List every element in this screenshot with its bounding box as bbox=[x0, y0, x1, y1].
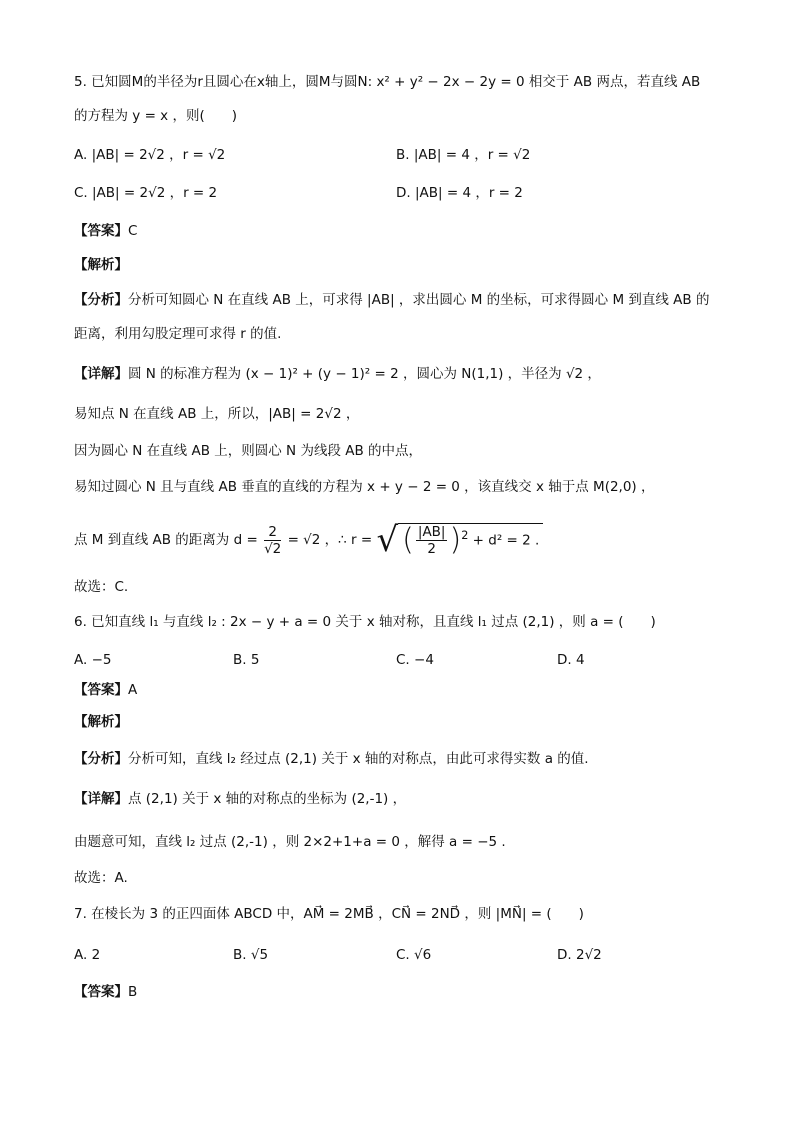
xiangjie-label: 【详解】 bbox=[74, 366, 128, 382]
q5-analysis-label: 【解析】 bbox=[74, 257, 128, 273]
right-paren-icon: ) bbox=[449, 522, 462, 558]
square-superscript: 2 bbox=[461, 529, 469, 542]
left-paren-icon: ( bbox=[402, 522, 414, 558]
q5-guxuan: 故选：C. bbox=[74, 579, 129, 595]
q5-xiangjie-5 bbox=[74, 512, 543, 572]
xiangjie-text: 圆 N 的标准方程为 (x − 1)² + (y − 1)² = 2 ，圆心为 N(1,1) ，半径为 √2 ， bbox=[128, 366, 601, 382]
q6-xiangjie-2: 由题意可知，直线 l₂ 过点 (2,‑1) ，则 2×2+1+a = 0 ，解得 a = −5 . bbox=[74, 834, 506, 850]
q6-fenxi bbox=[74, 749, 589, 769]
distance-text-3: + d² = 2 . bbox=[472, 532, 540, 549]
q5-option-b: B. |AB| = 4 ，r = √2 bbox=[396, 147, 531, 163]
xiangjie-label: 【详解】 bbox=[74, 791, 128, 807]
fraction-denominator: √2 bbox=[264, 540, 282, 557]
q6-guxuan: 故选：A. bbox=[74, 870, 128, 886]
q7-option-c: C. √6 bbox=[396, 947, 432, 963]
fenxi-label: 【分析】 bbox=[74, 751, 128, 767]
q5-answer bbox=[74, 221, 137, 241]
answer-label: 【答案】 bbox=[74, 223, 128, 239]
q6-stem: 6. 已知直线 l₁ 与直线 l₂ : 2x − y + a = 0 关于 x 轴对称，且直线 l₁ 过点 (2,1) ，则 a = ( ) bbox=[74, 614, 656, 630]
q6-option-b: B. 5 bbox=[233, 652, 260, 668]
sqrt-body bbox=[398, 523, 543, 557]
answer-label: 【答案】 bbox=[74, 682, 128, 698]
q5-stem-line1: 5. 已知圆M的半径为r且圆心在x轴上，圆M与圆N: x² + y² − 2x − 2y = 0 相交于 AB 两点，若直线 AB bbox=[74, 74, 701, 90]
q5-fenxi-2: 距离，利用勾股定理可求得 r 的值. bbox=[74, 326, 282, 342]
distance-text: 点 M 到直线 AB 的距离为 d = bbox=[74, 532, 258, 548]
q7-option-d: D. 2√2 bbox=[557, 947, 602, 963]
q6-option-d: D. 4 bbox=[557, 652, 585, 668]
answer-value: A bbox=[128, 682, 138, 698]
q5-xiangjie-3: 因为圆心 N 在直线 AB 上，则圆心 N 为线段 AB 的中点， bbox=[74, 443, 423, 459]
q7-option-b: B. √5 bbox=[233, 947, 269, 963]
q6-analysis-label: 【解析】 bbox=[74, 714, 128, 730]
q6-answer bbox=[74, 680, 137, 700]
q7-option-a: A. 2 bbox=[74, 947, 101, 963]
sqrt-sign-icon: √ bbox=[376, 520, 399, 560]
q5-option-d: D. |AB| = 4 ，r = 2 bbox=[396, 185, 523, 201]
fraction-ab-denominator: 2 bbox=[427, 541, 436, 557]
xiangjie-text: 点 (2,1) 关于 x 轴的对称点的坐标为 (2,‑1) ， bbox=[128, 791, 407, 807]
fenxi-label: 【分析】 bbox=[74, 292, 128, 308]
q5-option-a: A. |AB| = 2√2 ，r = √2 bbox=[74, 147, 226, 163]
q7-stem: 7. 在棱长为 3 的正四面体 ABCD 中，AM⃗ = 2MB⃗ ，CN⃗ = 2ND⃗ ，则 |MN⃗| = ( ) bbox=[74, 906, 584, 922]
q5-stem-line2: 的方程为 y = x ，则( ) bbox=[74, 108, 237, 124]
answer-label: 【答案】 bbox=[74, 984, 128, 1000]
answer-value: C bbox=[128, 223, 138, 239]
fraction-d bbox=[264, 524, 281, 557]
answer-value: B bbox=[128, 984, 138, 1000]
q5-xiangjie-4: 易知过圆心 N 且与直线 AB 垂直的直线的方程为 x + y − 2 = 0 ，该直线交 x 轴于点 M(2,0) ， bbox=[74, 479, 655, 495]
q5-xiangjie-2: 易知点 N 在直线 AB 上，所以，|AB| = 2√2 ， bbox=[74, 406, 360, 422]
fenxi-text: 分析可知圆心 N 在直线 AB 上，可求得 |AB| ，求出圆心 M 的坐标，可求得圆心 M 到直线 AB 的 bbox=[128, 292, 710, 308]
q7-answer bbox=[74, 982, 137, 1002]
q5-option-c: C. |AB| = 2√2 ，r = 2 bbox=[74, 185, 218, 201]
fraction-ab-numerator: |AB| bbox=[417, 524, 446, 540]
q6-xiangjie-1 bbox=[74, 789, 406, 809]
fenxi-text: 分析可知，直线 l₂ 经过点 (2,1) 关于 x 轴的对称点，由此可求得实数 a 的值. bbox=[128, 751, 589, 767]
distance-text-2: = √2 ，∴ r = bbox=[287, 532, 373, 548]
q6-option-a: A. −5 bbox=[74, 652, 112, 668]
q6-option-c: C. −4 bbox=[396, 652, 434, 668]
q5-fenxi-1 bbox=[74, 290, 709, 310]
fraction-ab bbox=[416, 524, 448, 557]
fraction-numerator: 2 bbox=[264, 524, 281, 541]
q5-xiangjie-1 bbox=[74, 364, 601, 384]
